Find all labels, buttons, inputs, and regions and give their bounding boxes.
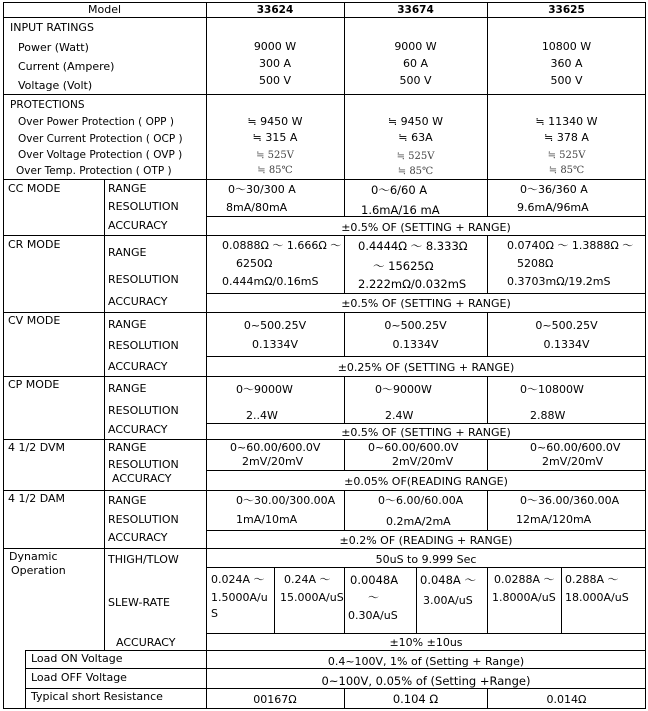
dvm-resolution-value: 2mV/20mV <box>242 455 304 468</box>
dvm-resolution-label: RESOLUTION <box>108 458 179 471</box>
ovp-value: ≒ 525V <box>396 151 435 162</box>
cv-mode-title: CV MODE <box>8 314 61 327</box>
dynamic-title-line2: Operation <box>11 564 66 577</box>
cp-range-value: 0～9000W <box>236 383 293 396</box>
otp-label: Over Temp. Protection ( OTP ) <box>16 165 172 177</box>
cp-resolution-value: 2.88W <box>530 409 566 422</box>
thigh-value: 50uS to 9.999 Sec <box>375 553 477 566</box>
slew-value: 15.000A/uS <box>280 591 344 604</box>
thigh-label: THIGH/TLOW <box>108 553 179 566</box>
cr-accuracy-value: ±0.5% OF (SETTING + RANGE) <box>341 297 511 310</box>
current-value: 360 A <box>550 57 583 70</box>
slew-value: 0.24A ～ <box>284 573 331 586</box>
model-header-label: Model <box>87 3 122 16</box>
dvm-accuracy-value: ±0.05% OF(READING RANGE) <box>344 475 508 488</box>
dam-title: 4 1/2 DAM <box>8 492 65 505</box>
load-off-value: 0~100V, 0.05% of (Setting +Range) <box>321 674 531 688</box>
dvm-title: 4 1/2 DVM <box>8 441 65 454</box>
cr-range-value: 0.4444Ω ～ 8.333Ω <box>358 239 468 253</box>
input-ratings-title: INPUT RATINGS <box>10 21 94 34</box>
cp-resolution-label: RESOLUTION <box>108 404 179 417</box>
dam-range-value: 0～36.00/360.00A <box>520 494 620 507</box>
short-resistance-value: 0.014Ω <box>546 693 587 706</box>
dvm-accuracy-label: ACCURACY <box>112 472 172 485</box>
short-resistance-value: 0.104 Ω <box>392 692 439 706</box>
cv-accuracy-label: ACCURACY <box>108 360 168 373</box>
ovp-value: ≒ 525V <box>547 150 586 161</box>
slew-value: 3.00A/uS <box>423 594 473 607</box>
cp-resolution-value: 2..4W <box>246 409 278 422</box>
cv-range-value: 0~500.25V <box>535 319 598 332</box>
slew-value: 1.8000A/uS <box>492 591 556 604</box>
dam-resolution-value: 1mA/10mA <box>236 513 298 526</box>
cr-range-value: ～ 15625Ω <box>373 259 434 273</box>
cv-resolution-value: 0.1334V <box>392 338 439 351</box>
short-resistance-label: Typical short Resistance <box>31 690 163 703</box>
opp-value: ≒ 11340 W <box>535 115 598 128</box>
voltage-value: 500 V <box>258 74 292 87</box>
ocp-value: ≒ 315 A <box>252 131 298 144</box>
slew-value: ～ <box>368 591 379 604</box>
voltage-label: Voltage (Volt) <box>18 79 93 92</box>
power-value: 9000 W <box>394 40 437 53</box>
cp-range-value: 0～9000W <box>375 383 432 396</box>
short-resistance-value: 00167Ω <box>253 693 297 706</box>
cv-range-value: 0~500.25V <box>384 319 447 332</box>
slew-value: 0.0048A <box>350 573 399 587</box>
slew-value: 18.000A/uS <box>565 591 629 604</box>
slew-value: 0.0288A ～ <box>494 573 555 586</box>
cc-resolution-label: RESOLUTION <box>108 200 179 213</box>
cr-range-label: RANGE <box>108 246 147 259</box>
slew-value: 0.30A/uS <box>348 609 398 622</box>
dam-resolution-value: 12mA/120mA <box>516 513 592 526</box>
model-33624: 33624 <box>256 4 294 16</box>
cc-accuracy-label: ACCURACY <box>108 219 168 232</box>
cc-range-value: 0～6/60 A <box>371 183 428 197</box>
slew-value: 1.5000A/u <box>211 591 268 604</box>
slew-rate-label: SLEW-RATE <box>108 596 170 609</box>
model-33625: 33625 <box>548 4 585 16</box>
opp-value: ≒ 9450 W <box>247 115 303 128</box>
cr-range-value: 6250Ω <box>236 257 273 270</box>
dam-accuracy-value: ±0.2% OF (READING + RANGE) <box>339 534 513 547</box>
model-33674: 33674 <box>397 4 434 16</box>
cr-range-value: 5208Ω <box>517 257 554 270</box>
current-value: 300 A <box>258 57 292 70</box>
dynamic-accuracy-label: ACCURACY <box>116 636 176 649</box>
otp-value: ≒ 85℃ <box>548 165 585 176</box>
otp-value: ≒ 85℃ <box>257 165 293 176</box>
cc-resolution-value: 1.6mA/16 mA <box>361 203 440 217</box>
cr-range-value: 0.0888Ω ～ 1.666Ω ～ <box>222 239 342 252</box>
ocp-value: ≒ 378 A <box>544 131 589 144</box>
cc-range-label: RANGE <box>108 182 147 195</box>
cv-resolution-label: RESOLUTION <box>108 339 179 352</box>
cv-range-value: 0~500.25V <box>243 319 307 332</box>
dvm-range-value: 0~60.00/600.0V <box>230 441 321 454</box>
current-value: 60 A <box>402 57 429 70</box>
cp-mode-title: CP MODE <box>8 378 60 391</box>
ocp-value: ≒ 63A <box>398 131 433 144</box>
cp-resolution-value: 2.4W <box>385 409 414 422</box>
power-value: 10800 W <box>541 40 592 53</box>
dam-range-value: 0～30.00/300.00A <box>236 494 336 507</box>
load-on-value: 0.4~100V, 1% of (Setting + Range) <box>327 655 525 668</box>
ocp-label: Over Current Protection ( OCP ) <box>18 133 183 145</box>
slew-value: 0.048A ～ <box>420 573 476 587</box>
dvm-resolution-value: 2mV/20mV <box>542 455 604 468</box>
cr-resolution-label: RESOLUTION <box>108 273 179 286</box>
cr-resolution-value: 0.3703mΩ/19.2mS <box>507 275 611 288</box>
protections-title: PROTECTIONS <box>10 99 85 111</box>
cp-range-value: 0～10800W <box>520 383 584 396</box>
dvm-range-value: 0~60.00/600.0V <box>368 441 459 454</box>
load-off-label: Load OFF Voltage <box>31 671 127 684</box>
cv-resolution-value: 0.1334V <box>251 338 298 351</box>
power-label: Power (Watt) <box>18 41 89 54</box>
cr-accuracy-label: ACCURACY <box>108 295 168 308</box>
dam-resolution-value: 0.2mA/2mA <box>386 515 451 528</box>
cc-range-value: 0～36/360 A <box>520 183 588 196</box>
voltage-value: 500 V <box>399 74 432 87</box>
dam-resolution-label: RESOLUTION <box>108 513 179 526</box>
ovp-value: ≒ 525V <box>256 150 294 161</box>
otp-value: ≒ 85℃ <box>397 166 434 177</box>
cv-range-label: RANGE <box>108 318 147 331</box>
cv-accuracy-value: ±0.25% OF (SETTING + RANGE) <box>337 361 515 374</box>
cc-resolution-value: 9.6mA/96mA <box>517 201 589 214</box>
cp-accuracy-label: ACCURACY <box>108 423 168 436</box>
cc-resolution-value: 8mA/80mA <box>226 201 288 214</box>
cr-resolution-value: 2.222mΩ/0.032mS <box>358 277 467 291</box>
slew-value: S <box>211 607 218 620</box>
dvm-range-label: RANGE <box>108 441 147 454</box>
cr-resolution-value: 0.444mΩ/0.16mS <box>222 275 319 288</box>
dvm-range-value: 0~60.00/600.0V <box>530 441 621 454</box>
load-on-label: Load ON Voltage <box>31 652 123 665</box>
cc-mode-title: CC MODE <box>8 182 61 195</box>
cc-accuracy-value: ±0.5% OF (SETTING + RANGE) <box>341 221 511 234</box>
cp-accuracy-value: ±0.5% OF (SETTING + RANGE) <box>341 426 511 439</box>
opp-value: ≒ 9450 W <box>387 115 444 128</box>
ovp-label: Over Voltage Protection ( OVP ) <box>18 149 183 161</box>
cr-mode-title: CR MODE <box>8 238 61 251</box>
voltage-value: 500 V <box>550 74 583 87</box>
slew-value: 0.288A ～ <box>565 573 619 586</box>
power-value: 9000 W <box>253 40 297 53</box>
opp-label: Over Power Protection ( OPP ) <box>18 116 174 128</box>
cc-range-value: 0～30/300 A <box>228 183 296 196</box>
dynamic-accuracy-value: ±10% ±10us <box>389 636 463 649</box>
dam-range-value: 0～6.00/60.00A <box>378 494 464 507</box>
cv-resolution-value: 0.1334V <box>543 338 590 351</box>
dvm-resolution-value: 2mV/20mV <box>392 455 454 468</box>
dam-accuracy-label: ACCURACY <box>108 531 168 544</box>
slew-value: 0.024A ～ <box>211 573 265 586</box>
current-label: Current (Ampere) <box>18 60 115 73</box>
cp-range-label: RANGE <box>108 382 147 395</box>
cr-range-value: 0.0740Ω ～ 1.3888Ω ～ <box>507 239 634 252</box>
dam-range-label: RANGE <box>108 494 147 507</box>
dynamic-title: Dynamic <box>9 550 58 563</box>
